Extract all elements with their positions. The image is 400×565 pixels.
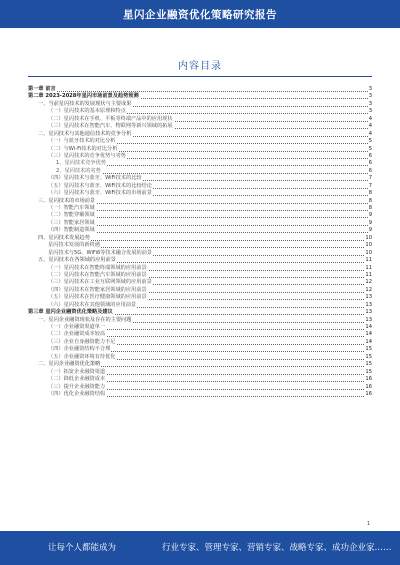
table-of-contents [28, 86, 372, 398]
toc-entry-label: 一、当前星闪技术的发展现状与主要成果 [28, 101, 132, 108]
toc-entry-page: 8 [368, 205, 372, 211]
toc-entry-page: 8 [368, 190, 372, 197]
report-header-bar [0, 0, 400, 28]
toc-entry-label: （四）智能制造领域 [28, 227, 96, 234]
toc-entry-page: 12 [365, 279, 372, 286]
toc-entry[interactable] [28, 198, 372, 205]
toc-entry-page: 10 [365, 242, 372, 249]
toc-entry-page: 15 [365, 368, 372, 375]
toc-entry[interactable] [28, 376, 372, 383]
toc-entry-page: 7 [368, 175, 372, 182]
toc-entry[interactable] [28, 175, 372, 182]
toc-entry-page: 3 [368, 108, 372, 115]
toc-entry-page: 6 [368, 152, 372, 159]
toc-entry-page: 9 [368, 219, 372, 226]
page-number: 1 [366, 521, 370, 527]
toc-entry-label: 第三章 星闪企业融资优化策略及建议 [28, 309, 113, 316]
footer-bar [0, 531, 400, 565]
toc-entry-label: （四）企业融资结构不合理 [28, 346, 111, 353]
toc-entry-page: 10 [365, 249, 372, 256]
toc-entry-page: 11 [365, 271, 372, 278]
toc-entry[interactable] [28, 190, 372, 197]
toc-entry-label: 星闪技术发展的新机遇 [28, 242, 101, 249]
toc-entry-page: 16 [365, 390, 372, 397]
toc-entry-label: 星闪技术与5G、WiFi6等技术融合发展的前景 [28, 250, 153, 257]
toc-entry-page: 5 [368, 145, 372, 152]
toc-entry-page: 14 [365, 331, 372, 338]
toc-entry-page: 3 [368, 93, 372, 100]
toc-entry-page: 13 [365, 309, 372, 316]
toc-entry-label: （一）与蓝牙技术的对比分析 [28, 138, 116, 145]
toc-entry-page: 13 [365, 301, 372, 308]
toc-entry-label: （三）智能家居领域 [28, 220, 96, 227]
toc-entry[interactable] [28, 294, 372, 301]
toc-entry-page: 16 [365, 376, 372, 383]
toc-entry[interactable] [28, 212, 372, 219]
toc-entry-label: （二）星闪技术在智能汽车领域的应用前景 [28, 272, 148, 279]
toc-entry-page: 6 [368, 167, 372, 174]
toc-entry-label: （六）星闪技术与蓝牙、WiFi技术的市场前景 [28, 190, 153, 197]
toc-leader-dots [28, 91, 372, 92]
toc-entry[interactable] [28, 242, 372, 249]
toc-entry-page: 6 [368, 160, 372, 167]
toc-entry[interactable] [28, 131, 372, 138]
toc-entry-page: 16 [365, 383, 372, 390]
toc-entry[interactable] [28, 265, 372, 272]
toc-entry-page: 3 [368, 86, 372, 92]
toc-entry-label: 三、星闪技术的市场前景 [28, 198, 96, 205]
toc-entry-label: （一）企业融资渠道单一 [28, 324, 106, 331]
toc-entry[interactable] [28, 361, 372, 368]
toc-entry-page: 14 [365, 338, 372, 345]
toc-entry-label: 二、星闪技术与其他通信技术的竞争分析 [28, 131, 132, 138]
toc-entry[interactable] [28, 146, 372, 153]
toc-entry-label: 第二章 2023-2028年星闪市场前景及趋势预测 [28, 93, 139, 100]
toc-entry[interactable] [28, 227, 372, 234]
toc-entry-label: （三）星闪技术在智能汽车、物联网等新兴领域的拓展 [28, 123, 174, 130]
toc-entry-page: 9 [368, 212, 372, 219]
toc-entry-page: 12 [365, 286, 372, 293]
toc-divider [28, 76, 372, 77]
report-title: 星闪企业融资优化策略研究报告 [123, 9, 277, 21]
toc-heading: 内容目录 [178, 61, 222, 72]
toc-entry-label: （二）智能穿戴领域 [28, 212, 96, 219]
toc-entry-label: （五）星闪技术与蓝牙、WiFi技术的比较结论 [28, 183, 153, 190]
toc-entry-page: 4 [368, 115, 372, 122]
toc-entry[interactable] [28, 93, 372, 100]
toc-entry-label: （三）星闪技术的竞争优势与劣势 [28, 153, 127, 160]
toc-entry[interactable] [28, 331, 372, 338]
toc-entry[interactable] [28, 160, 372, 167]
toc-entry-label: （三）提升企业融资能力 [28, 384, 106, 391]
toc-entry-label: （二）星闪技术在手机、平板等终端产品中的应用现状 [28, 116, 174, 123]
footer-slogan-left: 让每个人都能成为 [48, 543, 117, 553]
toc-entry-page: 11 [365, 264, 372, 271]
toc-entry[interactable] [28, 302, 372, 309]
toc-entry-label: 四、星闪技术发展趋势 [28, 235, 91, 242]
toc-entry-page: 14 [365, 324, 372, 330]
footer-slogan-right: 行业专家、管理专家、营销专家、战略专家、成功企业家…… [162, 543, 392, 553]
toc-entry[interactable] [28, 250, 372, 257]
toc-entry-page: 15 [365, 361, 372, 368]
toc-entry[interactable] [28, 138, 372, 145]
toc-entry-label: （五）星闪技术在医疗健康领域的应用前景 [28, 294, 148, 301]
toc-entry-page: 15 [365, 346, 372, 353]
toc-entry-label: 2、星闪技术的劣势 [28, 168, 102, 175]
toc-entry[interactable] [28, 346, 372, 353]
toc-entry-page: 8 [368, 197, 372, 204]
toc-entry-label: 第一章 前言 [28, 86, 56, 92]
toc-entry[interactable] [28, 369, 372, 376]
toc-entry-label: （六）星闪技术在其他领域的应用前景 [28, 302, 137, 309]
toc-entry[interactable] [28, 317, 372, 324]
toc-entry-label: 二、星闪企业融资优化策略 [28, 361, 101, 368]
toc-entry[interactable] [28, 108, 372, 115]
toc-entry-label: （三）星闪技术在工业互联网领域的应用前景 [28, 279, 153, 286]
toc-entry[interactable] [28, 384, 372, 391]
toc-entry-page: 3 [368, 100, 372, 107]
toc-entry-label: （五）企业融资环境有待优化 [28, 354, 116, 361]
toc-entry-page: 7 [368, 182, 372, 189]
toc-entry-page: 13 [365, 294, 372, 301]
toc-entry-label: （四）星闪技术与蓝牙、WiFi技术的比较 [28, 175, 143, 182]
toc-entry-label: 五、星闪技术在各领域的应用前景 [28, 257, 117, 264]
toc-entry[interactable] [28, 391, 372, 398]
toc-entry-label: （一）智能汽车领域 [28, 205, 96, 212]
toc-entry-page: 4 [368, 130, 372, 137]
toc-entry-page: 15 [365, 353, 372, 360]
toc-entry-page: 10 [365, 234, 372, 241]
toc-entry-page: 5 [368, 138, 372, 145]
toc-entry-page: 4 [368, 123, 372, 130]
toc-entry-label: （一）拓宽企业融资渠道 [28, 369, 106, 376]
toc-entry-page: 11 [365, 257, 372, 264]
toc-entry-label: （四）优化企业融资结构 [28, 391, 106, 398]
toc-entry[interactable] [28, 279, 372, 286]
toc-entry-label: （二）与Wi-Fi技术的对比分析 [28, 146, 118, 153]
toc-entry[interactable] [28, 257, 372, 264]
toc-entry-page: 13 [365, 316, 372, 323]
toc-entry-label: （一）星闪技术在智能终端领域的应用前景 [28, 265, 148, 272]
toc-entry-label: （一）星闪技术的基本原理和特点 [28, 108, 127, 115]
toc-entry-label: （四）星闪技术在智能家居领域的应用前景 [28, 287, 148, 294]
toc-entry-page: 9 [368, 227, 372, 234]
toc-entry-label: 1、星闪技术竞争优势 [28, 160, 107, 167]
toc-entry[interactable] [28, 123, 372, 130]
toc-entry[interactable] [28, 183, 372, 190]
toc-entry-label: （二）企业融资成本较高 [28, 331, 106, 338]
toc-entry-label: 一、星闪企业融资现状及存在的主要问题 [28, 317, 132, 324]
toc-entry-label: （二）降低企业融资成本 [28, 376, 106, 383]
toc-entry[interactable] [28, 309, 372, 316]
toc-entry-label: （三）企业自身融资能力不足 [28, 339, 116, 346]
